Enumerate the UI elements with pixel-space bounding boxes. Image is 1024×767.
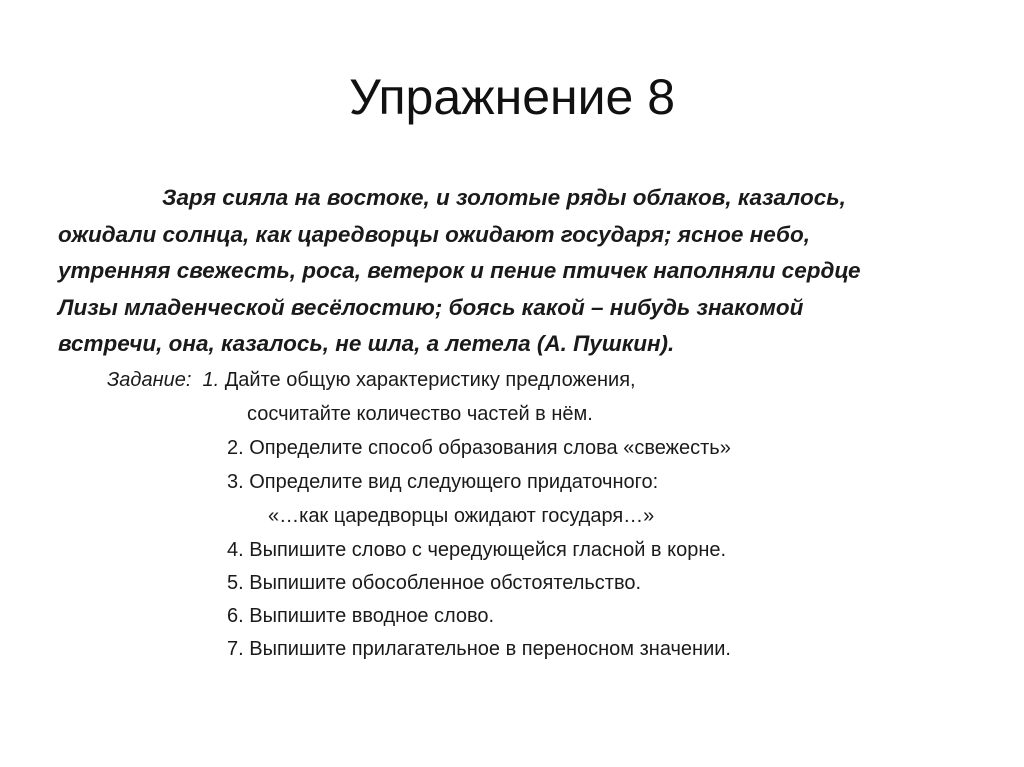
task-item-1-text: Дайте общую характеристику предложения, [224,369,636,391]
task-item-6: 6. Выпишите вводное слово. [227,605,495,627]
task-item-4: 4. Выпишите слово с чередующейся гласной в корне. [227,539,727,561]
passage-line-4: Лизы младенческой весёлостию; боясь какой – нибудь знакомой [58,294,804,320]
passage-line-5: встречи, она, казалось, не шла, а летела (А. Пушкин). [58,331,675,356]
passage-line-2: ожидали солнца, как царедворцы ожидают государя; ясное небо, [58,221,810,247]
passage-line-3: утренняя свежесть, роса, ветерок и пение птичек наполняли сердце [58,258,861,283]
task-line-1 [107,366,636,394]
task-item-3: 3. Определите вид следующего придаточного: [227,471,659,493]
task-item-3-quote: «…как царедворцы ожидают государя…» [268,505,655,527]
task-item-1-number: 1. [202,369,220,391]
slide-title: Упражнение 8 [348,69,676,125]
task-item-5: 5. Выпишите обособленное обстоятельство. [227,572,642,594]
task-item-2: 2. Определите способ образования слова «свежесть» [227,437,731,459]
task-item-1-continuation: сосчитайте количество частей в нём. [247,403,593,425]
passage-line-1-text: Заря сияла на востоке, и золотые ряды облаков, казалось, [162,185,846,210]
task-label: Задание: [107,369,192,391]
passage-text [58,180,958,363]
task-item-7: 7. Выпишите прилагательное в переносном значении. [227,638,731,660]
passage-line-1 [58,180,958,217]
